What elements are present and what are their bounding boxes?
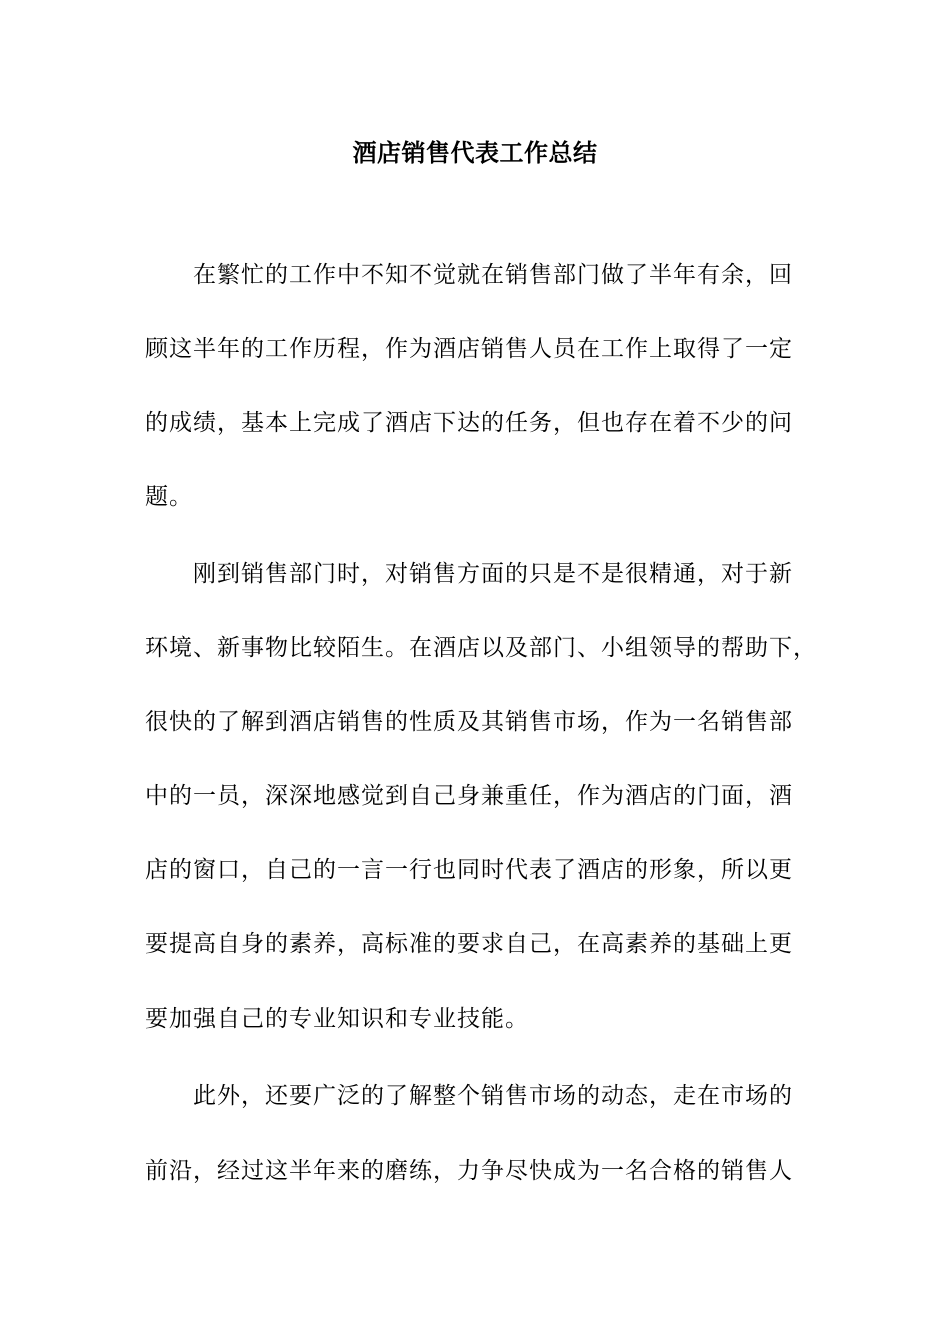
paragraph-2-line-2: 环境、新事物比较陌生。在酒店以及部门、小组领导的帮助下，	[145, 635, 817, 661]
paragraph-2-line-7: 要加强自己的专业知识和专业技能。	[145, 1006, 529, 1032]
paragraph-1-line-3: 的成绩，基本上完成了酒店下达的任务，但也存在着不少的问	[145, 410, 793, 436]
paragraph-2-line-5: 店的窗口，自己的一言一行也同时代表了酒店的形象，所以更	[145, 857, 793, 883]
paragraph-3-line-2: 前沿，经过这半年来的磨练，力争尽快成为一名合格的销售人	[145, 1158, 793, 1184]
paragraph-2-line-1: 刚到销售部门时，对销售方面的只是不是很精通，对于新	[193, 561, 793, 587]
paragraph-1-line-4: 题。	[145, 484, 193, 510]
paragraph-2-line-6: 要提高自身的素养，高标准的要求自己，在高素养的基础上更	[145, 931, 793, 957]
paragraph-1-line-1: 在繁忙的工作中不知不觉就在销售部门做了半年有余，回	[193, 262, 793, 288]
document-title: 酒店销售代表工作总结	[352, 138, 598, 167]
paragraph-2-line-4: 中的一员，深深地感觉到自己身兼重任，作为酒店的门面，酒	[145, 783, 793, 809]
paragraph-2-line-3: 很快的了解到酒店销售的性质及其销售市场，作为一名销售部	[145, 709, 793, 735]
paragraph-1-line-2: 顾这半年的工作历程，作为酒店销售人员在工作上取得了一定	[145, 336, 793, 362]
paragraph-3-line-1: 此外，还要广泛的了解整个销售市场的动态，走在市场的	[193, 1083, 793, 1109]
